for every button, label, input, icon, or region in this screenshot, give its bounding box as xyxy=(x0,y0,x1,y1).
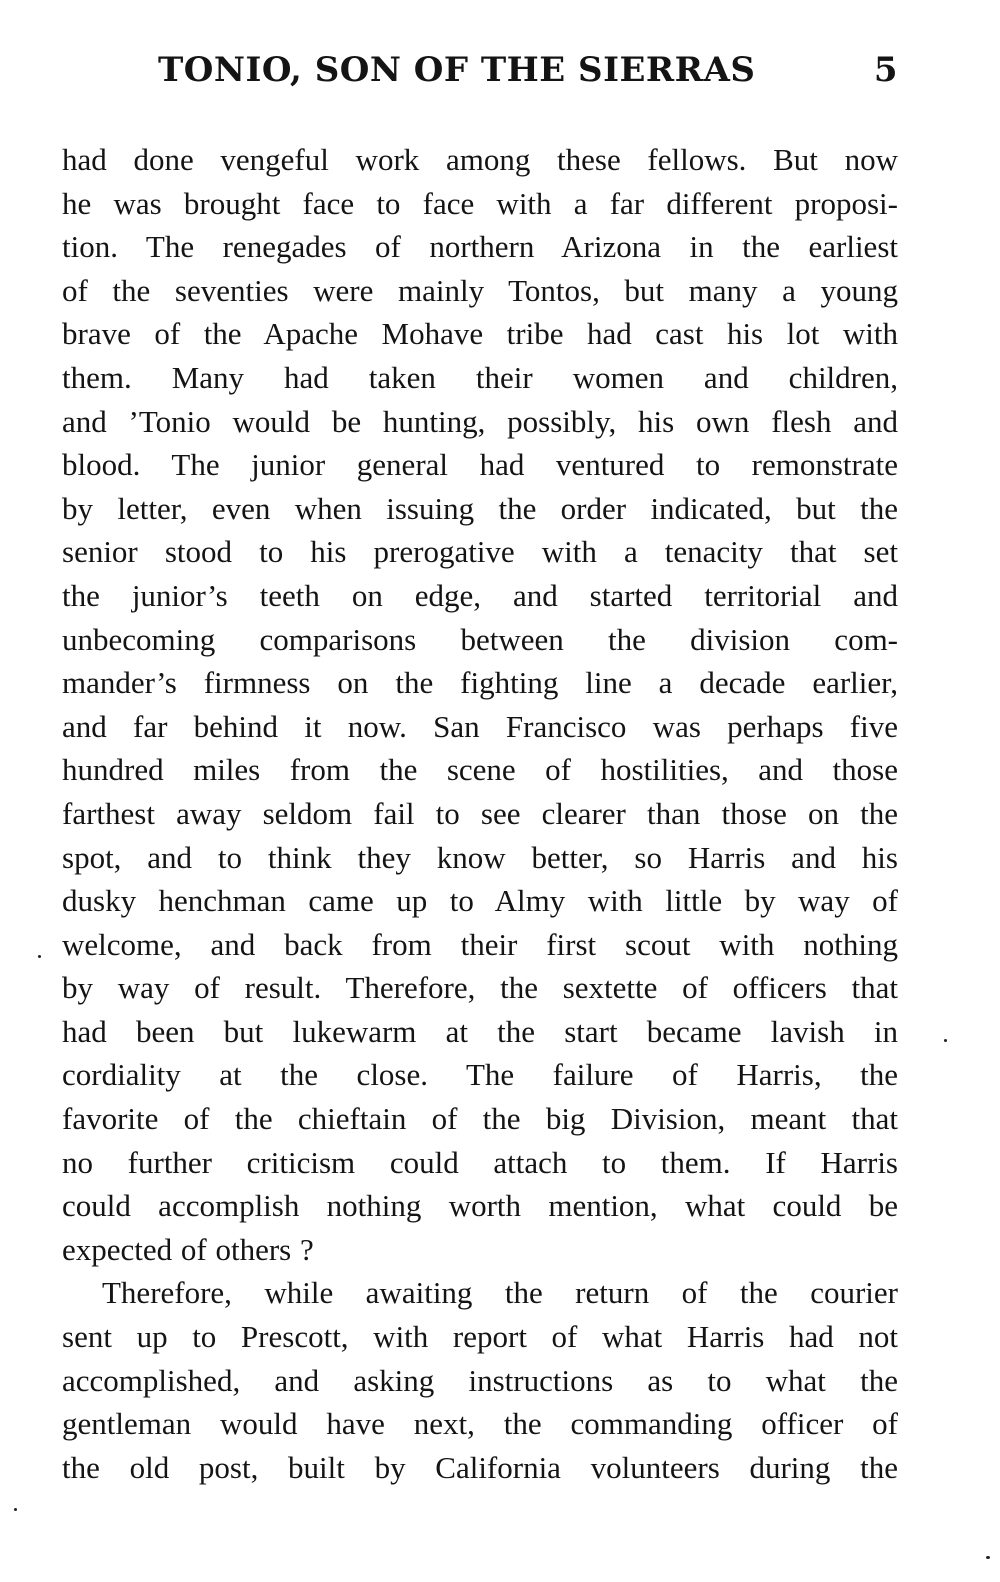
text-line: mander’s firmness on the fighting line a decade earlier, xyxy=(62,665,898,701)
text-line: expected of others ? xyxy=(62,1231,314,1267)
text-line: sent up to Prescott, with report of what Harris had not xyxy=(62,1319,898,1355)
text-line: senior stood to his prerogative with a tenacity that set xyxy=(62,534,898,570)
text-line: unbecoming comparisons between the division com- xyxy=(62,621,898,657)
page-number: 5 xyxy=(873,50,898,90)
text-line: of the seventies were mainly Tontos, but many a young xyxy=(62,272,898,308)
scan-speck xyxy=(944,1039,947,1042)
text-line: spot, and to think they know better, so Harris and his xyxy=(62,839,898,875)
scan-speck xyxy=(14,1508,17,1511)
text-line: accomplished, and asking instructions as to what the xyxy=(62,1362,898,1398)
text-line: favorite of the chieftain of the big Division, meant that xyxy=(62,1101,898,1137)
text-line: had been but lukewarm at the start became lavish in xyxy=(62,1013,898,1049)
text-line: them. Many had taken their women and children, xyxy=(62,359,898,395)
scan-speck xyxy=(38,955,41,958)
text-line: farthest away seldom fail to see clearer than those on the xyxy=(62,795,898,831)
text-line: could accomplish nothing worth mention, what could be xyxy=(62,1188,898,1224)
text-line: he was brought face to face with a far different proposi- xyxy=(62,185,898,221)
text-line: welcome, and back from their first scout with nothing xyxy=(62,926,898,962)
text-line: and ’Tonio would be hunting, possibly, his own flesh and xyxy=(62,403,898,439)
text-line: brave of the Apache Mohave tribe had cast his lot with xyxy=(62,316,898,352)
text-line: no further criticism could attach to them. If Harris xyxy=(62,1144,898,1180)
text-line: the old post, built by California volunteers during the xyxy=(62,1449,898,1485)
text-line: cordiality at the close. The failure of Harris, the xyxy=(62,1057,898,1093)
running-title: TONIO, SON OF THE SIERRAS xyxy=(158,50,756,90)
scan-speck xyxy=(986,1556,990,1559)
text-line: hundred miles from the scene of hostilities, and those xyxy=(62,752,898,788)
text-line: by letter, even when issuing the order indicated, but the xyxy=(62,490,898,526)
text-line: gentleman would have next, the commanding officer of xyxy=(62,1406,898,1442)
text-line: tion. The renegades of northern Arizona in the earliest xyxy=(62,229,898,265)
text-line: dusky henchman came up to Almy with little by way of xyxy=(62,883,898,919)
text-line: by way of result. Therefore, the sextette of officers that xyxy=(62,970,898,1006)
running-header xyxy=(62,50,898,98)
body-text xyxy=(62,138,898,1489)
paragraph-2 xyxy=(62,1271,898,1489)
text-line: the junior’s teeth on edge, and started territorial and xyxy=(62,577,898,613)
text-line: had done vengeful work among these fellows. But now xyxy=(62,142,898,177)
text-line: and far behind it now. San Francisco was perhaps five xyxy=(62,708,898,744)
text-line: Therefore, while awaiting the return of the courier xyxy=(102,1275,898,1311)
paragraph-1 xyxy=(62,138,898,1271)
text-line: blood. The junior general had ventured to remonstrate xyxy=(62,447,898,483)
